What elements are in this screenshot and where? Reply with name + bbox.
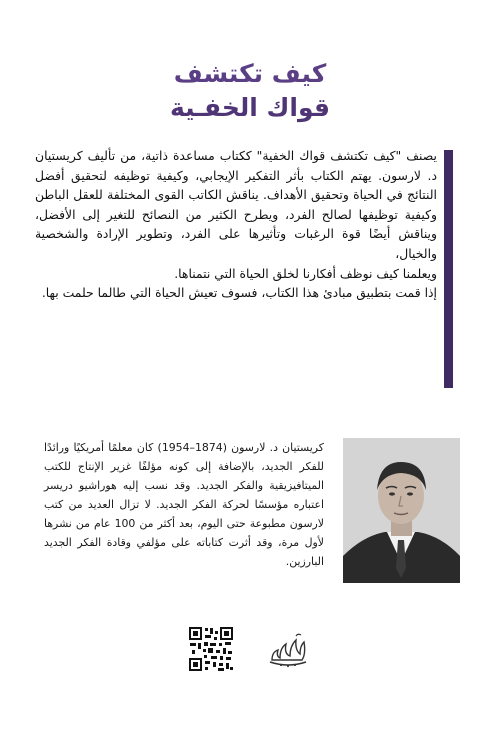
description-paragraph: ويعلمنا كيف نوظف أفكارنا لخلق الحياة التي نتمناها. bbox=[174, 265, 437, 281]
book-title-line-1: كيف تكتشف bbox=[173, 59, 327, 88]
author-photo bbox=[343, 438, 460, 583]
publisher-logo-icon bbox=[266, 630, 310, 670]
description-paragraph: يصنف "كيف تكتشف قواك الخفية" ككتاب مساعدة ذاتية، من تأليف كريستيان د. لارسون. يهتم الكتاب بأثر التفكير الإيجابي، وكيفية توظيفه لتحقيق أفضل النتائج في الحياة وتحقيق الأهداف. يناقش الكاتب القوى المختلفة للعقل الباطن وكيفية توظيفها لصالح الفرد، ويطرح الكثير من النصائح للتغير إلى الأفضل، ويناقش أيضًا قوة الرغبات وتأثيرها على الفرد، وتطوير الإرادة والشخصية والخيال، bbox=[35, 148, 437, 261]
book-title-line-2: قواك الخفـية bbox=[169, 93, 331, 122]
author-section bbox=[44, 438, 460, 588]
author-bio: كريستيان د. لارسون (1874–1954) كان معلمًا أمريكيًا ورائدًا للفكر الجديد، بالإضافة إلى كونه مؤلفًا غزير الإنتاج للكتب الميتافيزيقية والفكر الجديد. وقد نسب إليه هوراشيو دريسر اعتباره مؤسسًا لحركة الفكر الجديد. لا تزال العديد من كتب لارسون مطبوعة حتى اليوم، بعد أكثر من 100 عام من نشرها لأول مرة، وقد أثرت كتاباته على مؤلفي وقادة الفكر الجديد البارزين. bbox=[44, 441, 325, 568]
book-description bbox=[35, 146, 437, 303]
author-portrait-icon bbox=[343, 438, 460, 583]
description-paragraph: إذا قمت بتطبيق مبادئ هذا الكتاب، فسوف تعيش الحياة التي طالما حلمت بها. bbox=[41, 285, 437, 301]
qr-code-icon bbox=[188, 626, 234, 672]
accent-bar bbox=[444, 150, 453, 388]
